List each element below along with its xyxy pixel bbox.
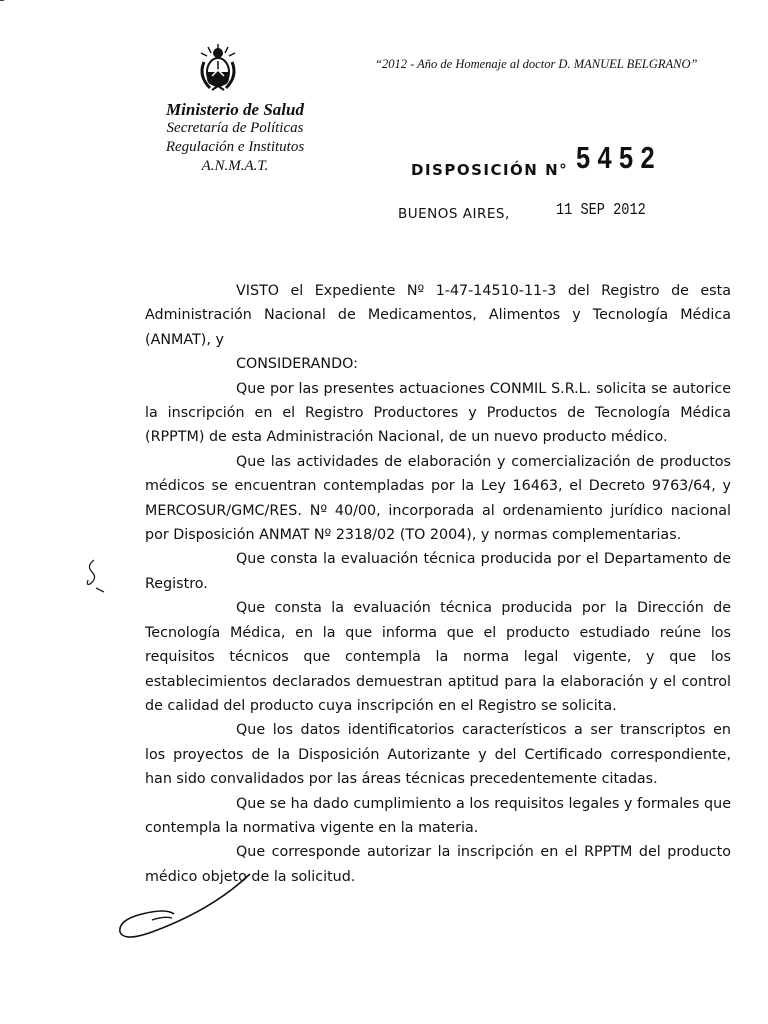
paragraph: Que los datos identificatorios característicos a ser transcriptos en los proyectos de la Disposición Autorizante y del Certificado correspondiente, han sido convalidados por las áreas técnicas precedentemente citadas. [145, 722, 731, 788]
paragraph: Que las actividades de elaboración y comercialización de productos médicos se encuentran contempladas por la Ley 16463, el Decreto 9763/64, y MERCOSUR/GMC/RES. Nº 40/00, incorporada al ordenamiento jurídico nacional por Disposición ANMAT Nº 2318/02 (TO 2004), y normas complementarias. [145, 453, 731, 544]
paragraph: Que por las presentes actuaciones CONMIL S.R.L. solicita se autorice la inscripción en el Registro Productores y Productos de Tecnología Médica (RPPTM) de esta Administración Nacional, de un nuevo producto médico. [145, 380, 731, 446]
paragraph: Que consta la evaluación técnica producida por la Dirección de Tecnología Médica, en la que informa que el producto estudiado reúne los requisitos técnicos que contempla la norma legal vigente, y que los establecimientos declarados demuestran aptitud para la elaboración y el control de calidad del producto cuya inscripción en el Registro se solicita. [145, 600, 731, 714]
document-body [145, 279, 731, 889]
ministry-letterhead [140, 100, 330, 176]
paragraph-visto: VISTO el Expediente Nº 1-47-14510-11-3 del Registro de esta Administración Nacional de Medicamentos, Alimentos y Tecnología Médica (ANMAT), y [145, 283, 731, 348]
city: BUENOS AIRES, [398, 206, 510, 222]
ministry-line: A.N.M.A.T. [201, 158, 269, 174]
coat-of-arms-icon [196, 42, 240, 98]
handwritten-mark-icon [82, 558, 110, 598]
motto-header: “2012 - Año de Homenaje al doctor D. MANUEL BELGRANO” [375, 57, 698, 71]
disposition-number: 5452 [576, 140, 663, 175]
paragraph-considerando: CONSIDERANDO: [236, 356, 358, 373]
signature-icon [112, 870, 262, 949]
paragraph: Que corresponde autorizar la inscripción en el RPPTM del producto médico objeto de la solicitud. [145, 844, 731, 885]
ministry-line: Ministerio de Salud [166, 100, 304, 119]
paragraph: Que se ha dado cumplimiento a los requisitos legales y formales que contempla la normativa vigente en la materia. [145, 795, 731, 836]
ministry-line: Regulación e Institutos [165, 139, 305, 155]
scan-corner-mark [0, 0, 4, 1]
ministry-line: Secretaría de Políticas [166, 120, 304, 136]
paragraph: Que consta la evaluación técnica producida por el Departamento de Registro. [145, 551, 731, 592]
disposition-label: DISPOSICIÓN N° [411, 161, 569, 179]
date-stamp: 11 SEP 2012 [556, 201, 646, 220]
